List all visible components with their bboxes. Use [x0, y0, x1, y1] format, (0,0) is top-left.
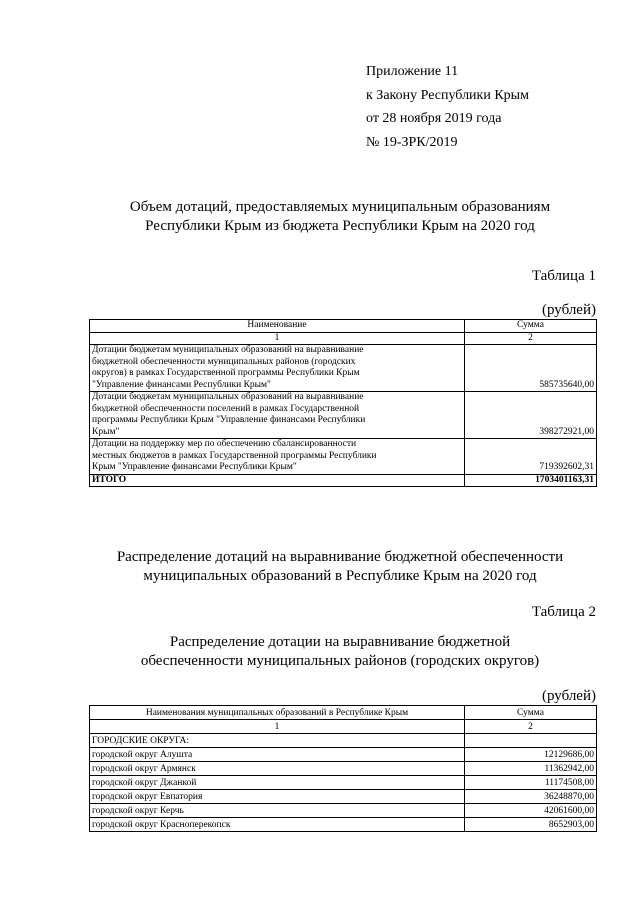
municipality-amount: 8652903,00: [465, 818, 597, 832]
table-row: [90, 345, 597, 392]
appendix-date: от 28 ноября 2019 года: [366, 111, 502, 126]
total-amount: 1703401163,31: [465, 474, 597, 487]
table1-unit: (рублей): [541, 302, 596, 318]
municipality-amount: 42061600,00: [465, 804, 597, 818]
municipality-name: городской округ Алушта: [90, 748, 465, 762]
table-row: [90, 439, 597, 475]
row-amount: 719392602,31: [465, 439, 597, 475]
section2-title: Распределение дотаций на выравнивание бюджетной обеспеченности муниципальных образований в Республике Крым на 2020 год: [116, 549, 564, 584]
table2-unit: (рублей): [541, 688, 596, 704]
section2-subtitle: Распределение дотации на выравнивание бюджетной обеспеченности муниципальных районов (городских округов): [140, 634, 540, 669]
group-label: ГОРОДСКИЕ ОКРУГА:: [90, 734, 465, 748]
row-amount: 585735640,00: [465, 345, 597, 392]
appendix-header: [366, 60, 529, 154]
table-row: [90, 804, 597, 818]
table-row: [90, 762, 597, 776]
total-row: [90, 474, 597, 487]
municipality-amount: 36248870,00: [465, 790, 597, 804]
column-number-2: 2: [465, 720, 597, 734]
group-row: [90, 734, 597, 748]
grant-distribution-table: [89, 705, 597, 832]
table-header-row: [90, 320, 597, 333]
row-description: Дотации бюджетам муниципальных образований на выравнивание бюджетной обеспеченности поселений в рамках Государственной программы Республики Крым "Управление финансами Республики Крым": [90, 392, 465, 439]
municipality-name: городской округ Джанкой: [90, 776, 465, 790]
table-header-row: [90, 706, 597, 720]
column-number-1: 1: [90, 720, 465, 734]
municipality-name: городской округ Евпатория: [90, 790, 465, 804]
table-row: [90, 748, 597, 762]
row-description: Дотации бюджетам муниципальных образований на выравнивание бюджетной обеспеченности муниципальных районов (городских округов) в рамках Государственной программы Республики Крым "Управление финансами Республики Крым": [90, 345, 465, 392]
section1-title: Объем дотаций, предоставляемых муниципальным образованиям Республики Крым из бюджета Республики Крым на 2020 год: [129, 199, 551, 234]
appendix-law: к Закону Республики Крым: [366, 87, 529, 103]
table2-label: Таблица 2: [531, 604, 596, 620]
appendix-law-number: № 19-ЗРК/2019: [366, 134, 458, 150]
table-numbering-row: [90, 332, 597, 345]
total-label: ИТОГО: [90, 474, 465, 487]
municipality-name: городской округ Армянск: [90, 762, 465, 776]
appendix-number: Приложение 11: [366, 64, 459, 79]
municipality-name: городской округ Керчь: [90, 804, 465, 818]
table-row: [90, 818, 597, 832]
column-header-name: Наименование: [90, 320, 465, 333]
column-header-name: Наименования муниципальных образований в Республике Крым: [90, 706, 465, 720]
table-row: [90, 776, 597, 790]
row-description: Дотации на поддержку мер по обеспечению сбалансированности местных бюджетов в рамках Государственной программы Республики Крым "Управление финансами Республики Крым": [90, 439, 465, 475]
table1-label: Таблица 1: [531, 268, 596, 284]
table-numbering-row: [90, 720, 597, 734]
municipality-amount: 12129686,00: [465, 748, 597, 762]
column-number-2: 2: [465, 332, 597, 345]
table-row: [90, 392, 597, 439]
group-amount-empty: [465, 734, 597, 748]
column-header-sum: Сумма: [465, 320, 597, 333]
row-amount: 398272921,00: [465, 392, 597, 439]
municipality-name: городской округ Красноперекопск: [90, 818, 465, 832]
column-number-1: 1: [90, 332, 465, 345]
grants-volume-table: [89, 319, 597, 487]
table-row: [90, 790, 597, 804]
municipality-amount: 11174508,00: [465, 776, 597, 790]
municipality-amount: 11362942,00: [465, 762, 597, 776]
column-header-sum: Сумма: [465, 706, 597, 720]
